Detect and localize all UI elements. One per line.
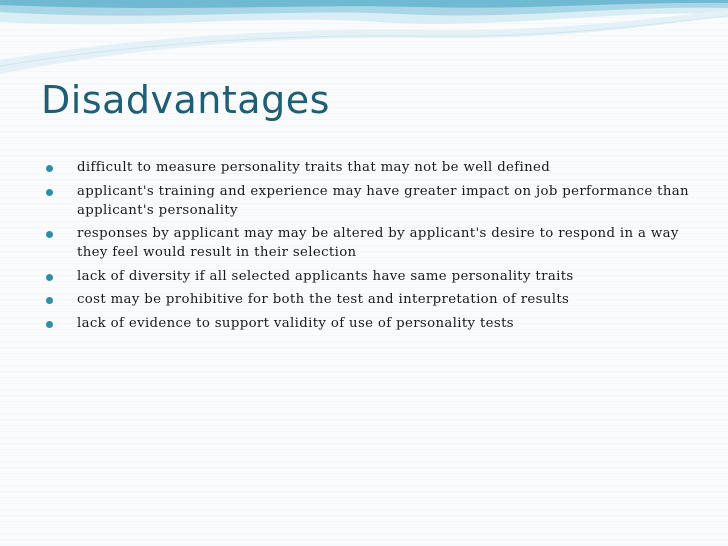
bullet-item (0, 182, 700, 220)
bullet-text: difficult to measure personality traits that may not be well defined (77, 160, 551, 175)
bullet-text: applicant's training and experience may have greater impact on job performance than applicant's personality (77, 183, 689, 218)
bullet-dot-icon (46, 297, 53, 304)
bullet-text: responses by applicant may may be altered by applicant's desire to respond in a way they feel would result in their selection (77, 226, 679, 260)
bullet-text: cost may be prohibitive for both the test and interpretation of results (77, 292, 570, 307)
top-wave-decoration (0, 0, 728, 90)
bullet-dot-icon (46, 274, 53, 281)
slide-title: Disadvantages (41, 78, 330, 122)
bullet-dot-icon (46, 231, 53, 238)
bullet-item (0, 267, 700, 286)
bullet-item (0, 314, 700, 333)
bullet-text: lack of diversity if all selected applicants have same personality traits (77, 268, 574, 284)
bullet-dot-icon (46, 165, 53, 172)
bullet-item (0, 158, 700, 177)
bullet-list (0, 158, 700, 337)
bullet-text: lack of evidence to support validity of use of personality tests (77, 315, 514, 331)
bullet-dot-icon (46, 189, 53, 196)
bullet-item (0, 290, 700, 309)
bullet-item (0, 224, 700, 262)
bullet-dot-icon (46, 321, 53, 328)
